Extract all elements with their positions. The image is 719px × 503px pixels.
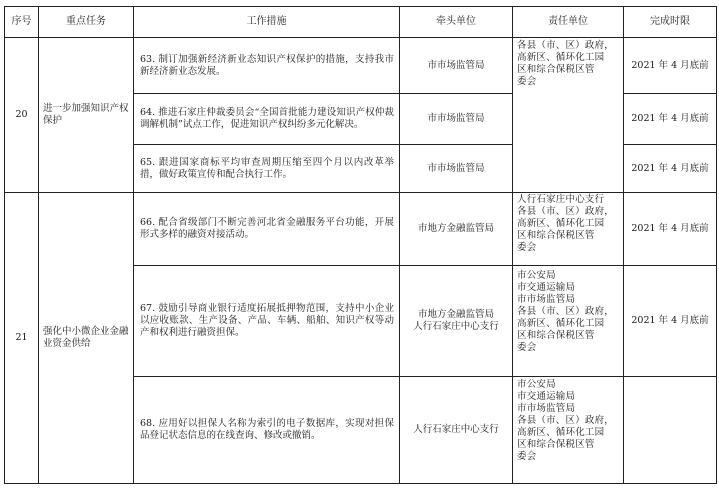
responsible-unit-cell (513, 193, 624, 266)
lead-unit: 市地方金融监管局 (417, 309, 494, 320)
table-row (5, 193, 717, 266)
header-row (5, 7, 717, 38)
responsible-unit-cell (513, 377, 624, 484)
lead-unit: 市市场监管局 (427, 59, 485, 71)
responsible-unit-line: 委会 (517, 451, 537, 462)
deadline-cell: 2021 年 4 月底前 (624, 94, 717, 145)
lead-unit: 人行石家庄中心支行 (413, 424, 499, 435)
lead-unit-cell (400, 266, 513, 377)
lead-unit: 人行石家庄中心支行 (413, 321, 499, 332)
row-number: 20 (5, 38, 39, 193)
responsible-unit-line: 各县（市、区）政府， (517, 206, 615, 217)
responsible-unit-line: 市市场监管局 (517, 294, 576, 305)
responsible-unit-line: 市公安局 (517, 379, 556, 390)
measure-cell: 63. 制订加强新经济新业态知识产权保护的措施，支持我市新经济新业态发展。 (134, 38, 400, 94)
lead-unit-cell (400, 377, 513, 484)
lead-unit: 市市场监管局 (427, 162, 485, 174)
task-cell: 强化中小微企业金融业资金供给 (39, 193, 134, 484)
responsible-unit-line: 区和综合保税区管 (517, 230, 595, 241)
lead-unit: 市地方金融监管局 (417, 223, 494, 234)
header-deadline: 完成时限 (624, 7, 717, 38)
responsible-unit-line: 高新区、循环化工园 (517, 427, 605, 438)
responsible-unit-line: 委会 (517, 242, 537, 253)
lead-unit-cell (400, 193, 513, 266)
header-lead: 牵头单位 (400, 7, 513, 38)
responsible-unit-line: 高新区、循环化工园 (517, 218, 605, 229)
lead-unit: 市市场监管局 (427, 113, 485, 124)
header-responsible: 责任单位 (513, 7, 624, 38)
deadline-cell (624, 377, 717, 484)
measure-cell: 64. 推进石家庄仲裁委员会“全国首批能力建设知识产权仲裁调解机制”试点工作，促进知识产权纠纷多元化解决。 (134, 94, 400, 145)
measure-cell: 68. 应用好以担保人名称为索引的电子数据库，实现对担保品登记状态信息的在线查询、修改或撤销。 (134, 377, 400, 484)
table-row (5, 38, 717, 94)
responsible-unit-line: 区和综合保税区管 (517, 439, 595, 450)
responsible-unit-line: 高新区、循环化工园 (517, 318, 605, 329)
responsible-unit-cell (513, 266, 624, 377)
measure-cell: 65. 跟进国家商标平均审查周期压缩至四个月以内改革举措，做好政策宣传和配合执行工作。 (134, 145, 400, 193)
responsible-unit-line: 各县（市、区）政府， (517, 40, 615, 51)
responsible-unit-line: 委会 (517, 342, 537, 353)
deadline-cell: 2021 年 4 月底前 (624, 38, 717, 94)
deadline-cell: 2021 年 4 月底前 (624, 145, 717, 193)
responsible-unit-line: 市交通运输局 (517, 391, 576, 402)
responsible-unit-line: 各县（市、区）政府， (517, 415, 615, 426)
deadline-cell: 2021 年 4 月底前 (624, 266, 717, 377)
responsible-unit-line: 市市场监管局 (517, 403, 576, 414)
row-number: 21 (5, 193, 39, 484)
responsible-unit-line: 各县（市、区）政府， (517, 306, 615, 317)
responsible-unit-line: 人行石家庄中心支行 (517, 194, 605, 205)
responsible-unit-line: 区和综合保税区管 (517, 330, 595, 341)
task-table (4, 6, 717, 484)
header-measure: 工作措施 (134, 7, 400, 38)
header-no: 序号 (5, 7, 39, 38)
task-cell: 进一步加强知识产权保护 (39, 38, 134, 193)
lead-unit-cell (400, 38, 513, 94)
measure-cell: 66. 配合省级部门不断完善河北省金融服务平台功能，开展形式多样的融资对接活动。 (134, 193, 400, 266)
measure-cell: 67. 鼓励引导商业银行适度拓展抵押物范围，支持中小企业以应收账款、生产设备、产品、车辆、船舶、知识产权等动产和权利进行融资担保。 (134, 266, 400, 377)
responsible-unit-line: 委会 (517, 76, 537, 87)
deadline-cell: 2021 年 4 月底前 (624, 193, 717, 266)
responsible-unit-line: 区和综合保税区管 (517, 64, 595, 75)
responsible-unit-line: 市交通运输局 (517, 282, 576, 293)
header-task: 重点任务 (39, 7, 134, 38)
responsible-unit-cell (513, 38, 624, 193)
responsible-unit-line: 市公安局 (517, 270, 556, 281)
lead-unit-cell (400, 94, 513, 145)
lead-unit-cell (400, 145, 513, 193)
responsible-unit-line: 高新区、循环化工园 (517, 52, 605, 63)
